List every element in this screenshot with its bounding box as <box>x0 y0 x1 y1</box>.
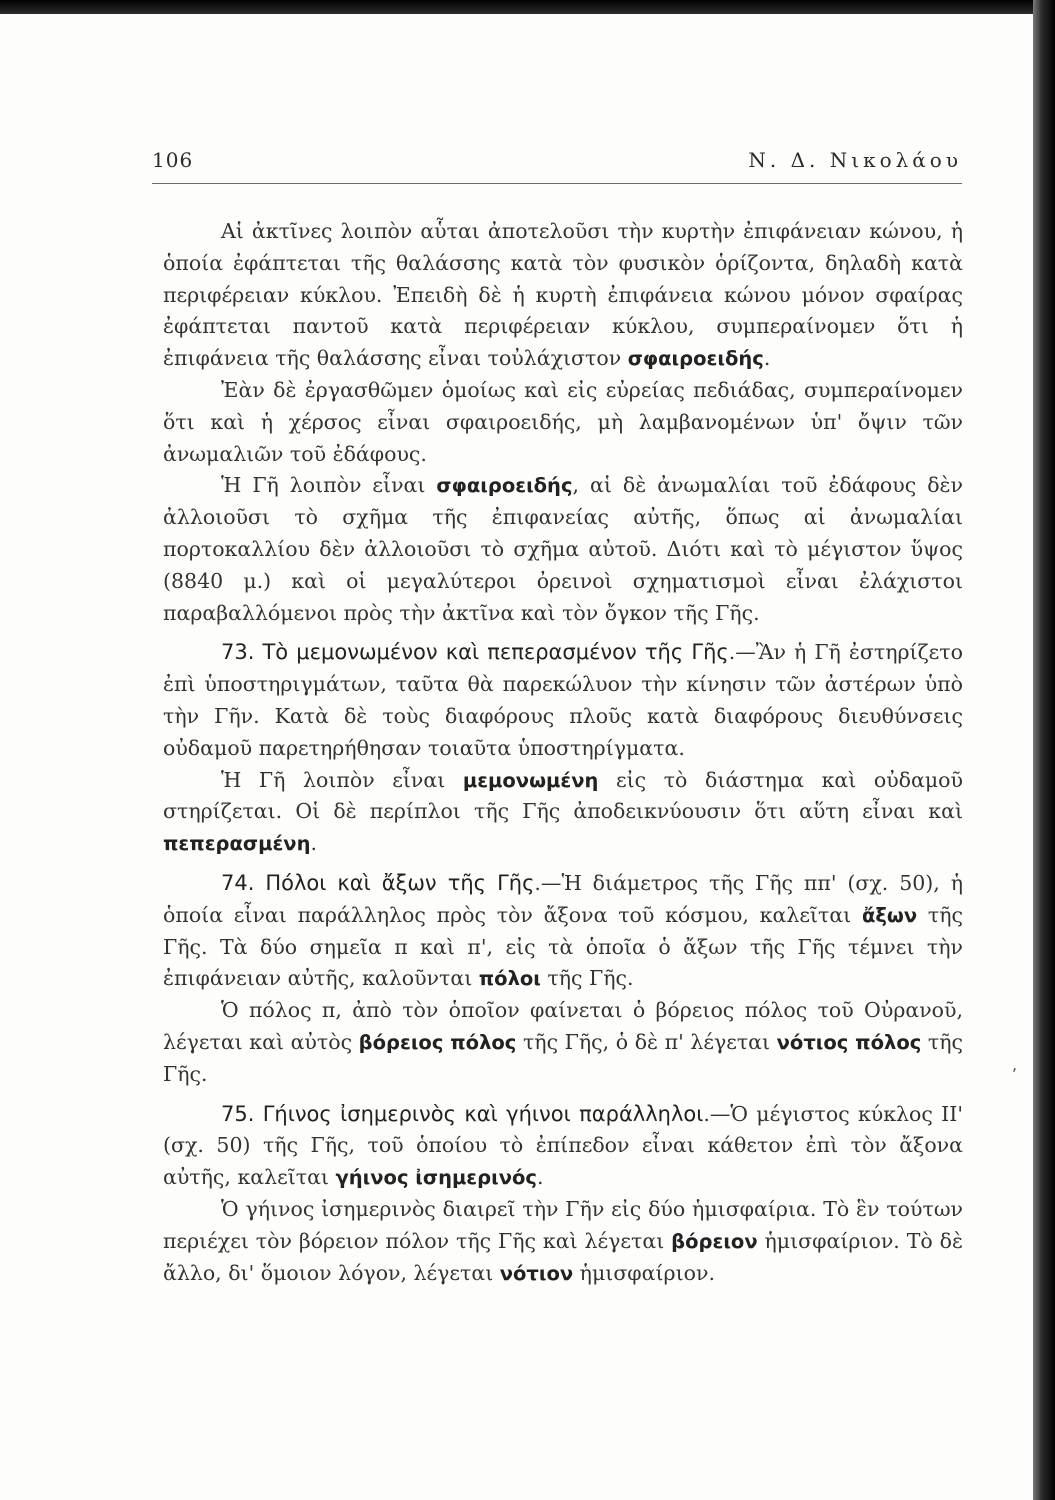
text-run: . <box>310 831 317 856</box>
paragraph <box>163 995 963 1090</box>
text-run: εἰς τὸ διάστημα καὶ οὐδαμοῦ στηρίζεται. Οἱ δὲ περίπλοι τῆς Γῆς ἀποδεικνύουσιν ὅτι αὕτη εἶναι καὶ <box>163 767 963 824</box>
section-73 <box>163 637 963 764</box>
text-run: Ἡ Γῆ λοιπὸν εἶναι <box>221 767 463 792</box>
text-run: .— <box>728 640 756 665</box>
section-number: 74. <box>221 870 255 895</box>
section-title: Γήινος ἰσημερινὸς καὶ γήινοι παράλληλοι <box>262 1101 704 1126</box>
paragraph: Ἐὰν δὲ ἐργασθῶμεν ὁμοίως καὶ εἰς εὐρείας πεδιάδας, συμπεραίνομεν ὅτι καὶ ἡ χέρσος εἶναι σφαιροειδής, μὴ λαμβανομένων ὑπ' ὄψιν τῶν ἀνωμαλιῶν τοῦ ἐδάφους. <box>163 377 963 466</box>
text-run: Ὁ μέγιστος κύκλος ΙΙ' (σχ. 50) τῆς Γῆς, τοῦ ὁποίου τὸ ἐπίπεδον εἶναι κάθετον ἐπὶ τὸν ἄξονα αὐτῆς, καλεῖται <box>163 1101 963 1190</box>
keyword: ἄξων <box>861 903 918 927</box>
keyword: σφαιροειδής <box>436 474 573 498</box>
text-run: . <box>536 1165 544 1190</box>
section-number: 73. <box>221 640 255 665</box>
text-run: . <box>763 346 771 371</box>
text-run: τῆς Γῆς, ὁ δὲ π' λέγεται <box>516 1029 777 1054</box>
text-run: Ἡ Γῆ λοιπὸν εἶναι <box>221 473 437 498</box>
text-run: τῆς Γῆς. Τὰ δύο σημεῖα π καὶ π', εἰς τὰ ὁποῖα ὁ ἄξων τῆς Γῆς τέμνει τὴν ἐπιφάνειαν αὐτῆς, καλοῦνται <box>163 902 963 991</box>
text-run: , αἱ δὲ ἀνωμαλίαι τοῦ ἐδάφους δὲν ἀλλοιοῦσι τὸ σχῆμα τῆς ἐπιφανείας αὐτῆς, ὅπως αἱ ἀνωμαλίαι πορτοκαλλίου δὲν ἀλλοιοῦσι τὸ σχῆμα αὐτοῦ. Διότι καὶ τὸ μέγιστον ὕψος (8840 μ.) καὶ οἱ μεγαλύτεροι ὀρεινοὶ σχηματισμοὶ εἶναι ἐλάχιστοι παραβαλλόμενοι πρὸς τὴν ἀκτῖνα καὶ τὸν ὄγκον τῆς Γῆς. <box>163 473 963 625</box>
section-title: Πόλοι καὶ ἄξων τῆς Γῆς <box>265 870 535 895</box>
text-run: Ἡ διάμετρος τῆς Γῆς ππ' (σχ. 50), ἡ ὁποία εἶναι παράλληλος πρὸς τὸν ἄξονα τοῦ κόσμου, καλεῖται <box>163 870 963 927</box>
keyword: σφαιροειδής <box>627 347 764 371</box>
margin-mark: , <box>1012 1055 1018 1074</box>
body-text <box>163 216 963 1289</box>
page-number: 106 <box>152 148 194 172</box>
text-run: Αἱ ἀκτῖνες λοιπὸν αὗται ἀποτελοῦσι τὴν κυρτὴν ἐπιφάνειαν κώνου, ἡ ὁποία ἐφάπτεται τῆς θαλάσσης κατὰ τὸν φυσικὸν ὁρίζοντα, δηλαδὴ κατὰ περιφέρειαν κύκλου. Ἐπειδὴ δὲ ἡ κυρτὴ ἐπιφάνεια κώνου μόνον σφαίρας ἐφάπτεται παντοῦ κατὰ περιφέρειαν κύκλου, συμπεραίνομεν ὅτι ἡ ἐπιφάνεια τῆς θαλάσσης εἶναι τοὐλάχιστον <box>163 219 963 371</box>
text-run: Ὁ γήινος ἰσημερινὸς διαιρεῖ τὴν Γῆν εἰς δύο ἡμισφαίρια. Τὸ ἓν τούτων περιέχει τὸν βόρειον πόλον τῆς Γῆς καὶ λέγεται <box>163 1196 963 1253</box>
text-run: ἡμισφαίριον. <box>573 1260 715 1285</box>
keyword: πόλοι <box>478 967 541 991</box>
running-head: Ν. Δ. Νικολάου <box>748 148 962 172</box>
text-run: τῆς Γῆς. <box>163 1029 964 1086</box>
keyword: νότιον <box>499 1261 574 1285</box>
page-header <box>152 148 962 178</box>
section-75 <box>163 1099 963 1194</box>
keyword: βόρειον <box>671 1229 758 1253</box>
keyword: γήινος ἰσημερινός <box>335 1166 537 1190</box>
text-run: .— <box>534 870 562 895</box>
section-number: 75. <box>221 1101 255 1126</box>
keyword: νότιος πόλος <box>776 1030 922 1054</box>
text-run: ἡμισφαίριον. Τὸ δὲ ἄλλο, δι' ὅμοιον λόγον, λέγεται <box>163 1228 963 1285</box>
scan-edge-right <box>1033 0 1055 1500</box>
text-run: Ὁ πόλος π, ἀπὸ τὸν ὁποῖον φαίνεται ὁ βόρειος πόλος τοῦ Οὐρανοῦ, λέγεται καὶ αὐτὸς <box>163 998 963 1054</box>
paragraph <box>163 216 963 375</box>
keyword: μεμονωμένη <box>462 768 599 792</box>
text-run: Ἂν ἡ Γῆ ἐστηρίζετο ἐπὶ ὑποστηριγμάτων, ταῦτα θὰ παρεκώλυον τὴν κίνησιν τῶν ἀστέρων ὑπὸ τὴν Γῆν. Κατὰ δὲ τοὺς διαφόρους πλοῦς κατὰ διαφόρους διευθύνσεις οὐδαμοῦ παρετηρήθησαν τοιαῦτα ὑποστηρίγματα. <box>163 640 963 760</box>
header-rule <box>152 183 962 184</box>
paragraph <box>163 1194 963 1289</box>
text-run: .— <box>703 1101 731 1126</box>
keyword: πεπερασμένη <box>163 832 311 856</box>
section-title: Τὸ μεμονωμένον καὶ πεπερασμένον τῆς Γῆς <box>262 640 729 665</box>
paragraph <box>163 765 963 860</box>
section-74 <box>163 868 963 995</box>
text-run: τῆς Γῆς. <box>540 966 634 991</box>
paragraph <box>163 470 963 629</box>
keyword: βόρειος πόλος <box>358 1030 517 1054</box>
